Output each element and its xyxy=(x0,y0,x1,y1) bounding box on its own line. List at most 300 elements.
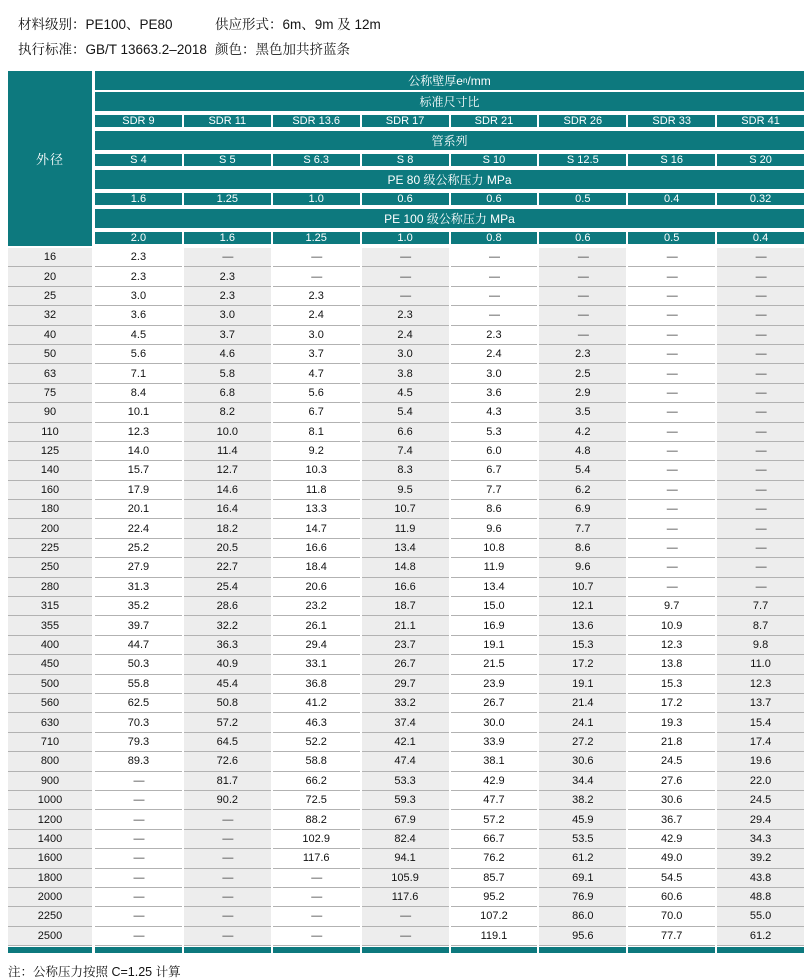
s-series-header-cell: S 5 xyxy=(184,154,271,166)
table-cell: 45.4 xyxy=(184,675,271,694)
outer-diameter-cell: 16 xyxy=(8,248,92,267)
table-cell: 2.3 xyxy=(184,287,271,306)
bottom-bar-segment xyxy=(184,947,271,953)
pe80-pressure-cell: 1.6 xyxy=(95,193,182,205)
table-cell: 46.3 xyxy=(273,713,360,732)
table-cell: — xyxy=(717,287,804,306)
table-cell: — xyxy=(628,442,715,461)
table-cell: 14.8 xyxy=(362,558,449,577)
material-grade-text: 材料级别：PE100、PE80 xyxy=(18,16,173,32)
table-row xyxy=(8,384,804,403)
table-cell: 70.0 xyxy=(628,907,715,926)
footnote: 注：公称压力按照 C=1.25 计算 xyxy=(8,965,181,980)
table-row xyxy=(8,830,804,849)
table-cell: — xyxy=(362,267,449,286)
table-cell: 36.7 xyxy=(628,810,715,829)
pe100-pressure-cell: 0.8 xyxy=(451,232,538,244)
table-row-values xyxy=(95,519,804,538)
table-cell: 23.7 xyxy=(362,636,449,655)
sdr-header-cell: SDR 33 xyxy=(628,115,715,127)
table-cell: 5.3 xyxy=(451,423,538,442)
table-cell: — xyxy=(628,384,715,403)
table-cell: — xyxy=(628,403,715,422)
table-bottom-bar xyxy=(8,947,804,953)
table-row-values xyxy=(95,403,804,422)
table-cell: 29.7 xyxy=(362,675,449,694)
table-cell: — xyxy=(717,539,804,558)
table-row xyxy=(8,442,804,461)
table-cell: — xyxy=(451,287,538,306)
table-cell: 67.9 xyxy=(362,810,449,829)
table-row xyxy=(8,752,804,771)
table-cell: 5.8 xyxy=(184,364,271,383)
table-cell: 119.1 xyxy=(451,927,538,946)
table-cell: 15.7 xyxy=(95,461,182,480)
wall-thickness-prefix: 公称壁厚e xyxy=(408,74,463,88)
table-cell: 20.6 xyxy=(273,578,360,597)
table-cell: 3.7 xyxy=(273,345,360,364)
table-cell: 50.3 xyxy=(95,655,182,674)
table-cell: 64.5 xyxy=(184,733,271,752)
bottom-bar-segment xyxy=(628,947,715,953)
outer-diameter-cell: 1000 xyxy=(8,791,92,810)
pipe-series-title: 管系列 xyxy=(95,131,804,150)
table-cell: 13.3 xyxy=(273,500,360,519)
table-row xyxy=(8,772,804,791)
info-line-2 xyxy=(18,35,812,60)
table-cell: 15.3 xyxy=(628,675,715,694)
table-cell: 7.1 xyxy=(95,364,182,383)
pe100-pressure-values-row xyxy=(95,230,804,246)
table-cell: — xyxy=(717,442,804,461)
table-cell: 17.9 xyxy=(95,481,182,500)
table-row-values xyxy=(95,927,804,946)
table-row xyxy=(8,403,804,422)
pe80-pressure-cell: 0.6 xyxy=(362,193,449,205)
table-cell: 18.2 xyxy=(184,519,271,538)
table-cell: 107.2 xyxy=(451,907,538,926)
table-cell: 4.2 xyxy=(539,423,626,442)
table-cell: 6.8 xyxy=(184,384,271,403)
table-cell: — xyxy=(628,539,715,558)
table-cell: — xyxy=(539,326,626,345)
table-cell: 13.8 xyxy=(628,655,715,674)
table-cell: 89.3 xyxy=(95,752,182,771)
table-cell: 2.3 xyxy=(362,306,449,325)
table-cell: 66.2 xyxy=(273,772,360,791)
table-cell: 8.2 xyxy=(184,403,271,422)
table-cell: 72.6 xyxy=(184,752,271,771)
table-cell: — xyxy=(273,869,360,888)
table-cell: 7.7 xyxy=(717,597,804,616)
table-cell: 9.6 xyxy=(539,558,626,577)
table-cell: 2.9 xyxy=(539,384,626,403)
table-cell: 52.2 xyxy=(273,733,360,752)
table-row xyxy=(8,791,804,810)
table-cell: — xyxy=(539,248,626,267)
table-cell: — xyxy=(539,267,626,286)
table-row xyxy=(8,907,804,926)
table-cell: 3.6 xyxy=(95,306,182,325)
table-cell: 9.2 xyxy=(273,442,360,461)
table-cell: 43.8 xyxy=(717,869,804,888)
table-cell: — xyxy=(95,927,182,946)
table-cell: — xyxy=(362,927,449,946)
table-cell: — xyxy=(628,519,715,538)
outer-diameter-cell: 20 xyxy=(8,267,92,286)
outer-diameter-cell: 280 xyxy=(8,578,92,597)
s-series-header-cell: S 4 xyxy=(95,154,182,166)
table-row-values xyxy=(95,558,804,577)
outer-diameter-cell: 630 xyxy=(8,713,92,732)
table-cell: 47.4 xyxy=(362,752,449,771)
table-row xyxy=(8,423,804,442)
outer-diameter-cell: 125 xyxy=(8,442,92,461)
table-row xyxy=(8,849,804,868)
table-cell: — xyxy=(184,849,271,868)
table-cell: — xyxy=(628,248,715,267)
outer-diameter-cell: 50 xyxy=(8,345,92,364)
table-row xyxy=(8,306,804,325)
table-cell: 26.7 xyxy=(362,655,449,674)
table-cell: 27.6 xyxy=(628,772,715,791)
s-series-header-cell: S 8 xyxy=(362,154,449,166)
outer-diameter-cell: 250 xyxy=(8,558,92,577)
table-row-values xyxy=(95,733,804,752)
table-cell: 10.3 xyxy=(273,461,360,480)
outer-diameter-cell: 200 xyxy=(8,519,92,538)
outer-diameter-cell: 2250 xyxy=(8,907,92,926)
pe80-pressure-values-row xyxy=(95,191,804,207)
table-row-values xyxy=(95,694,804,713)
table-cell: 12.3 xyxy=(95,423,182,442)
pe80-pressure-cell: 0.4 xyxy=(628,193,715,205)
table-cell: 33.9 xyxy=(451,733,538,752)
table-cell: — xyxy=(717,384,804,403)
table-cell: 42.1 xyxy=(362,733,449,752)
table-cell: 105.9 xyxy=(362,869,449,888)
s-series-header-row xyxy=(95,152,804,168)
table-cell: 8.7 xyxy=(717,616,804,635)
table-cell: 3.8 xyxy=(362,364,449,383)
table-cell: 8.1 xyxy=(273,423,360,442)
table-cell: 6.7 xyxy=(273,403,360,422)
table-row-values xyxy=(95,539,804,558)
table-cell: — xyxy=(95,830,182,849)
table-row xyxy=(8,927,804,946)
table-cell: — xyxy=(451,267,538,286)
table-cell: — xyxy=(717,461,804,480)
table-row xyxy=(8,287,804,306)
bottom-bar-segment xyxy=(273,947,360,953)
table-cell: 76.9 xyxy=(539,888,626,907)
table-cell: 45.9 xyxy=(539,810,626,829)
table-cell: 21.5 xyxy=(451,655,538,674)
table-cell: 12.3 xyxy=(628,636,715,655)
table-cell: 9.5 xyxy=(362,481,449,500)
table-cell: 76.2 xyxy=(451,849,538,868)
table-cell: 18.7 xyxy=(362,597,449,616)
table-cell: 3.0 xyxy=(273,326,360,345)
table-cell: 18.4 xyxy=(273,558,360,577)
table-cell: — xyxy=(451,306,538,325)
table-cell: 81.7 xyxy=(184,772,271,791)
table-row xyxy=(8,481,804,500)
table-cell: — xyxy=(184,927,271,946)
table-cell: 22.4 xyxy=(95,519,182,538)
table-cell: 5.6 xyxy=(95,345,182,364)
table-cell: 2.4 xyxy=(273,306,360,325)
table-cell: 72.5 xyxy=(273,791,360,810)
table-cell: 2.3 xyxy=(184,267,271,286)
table-cell: 26.1 xyxy=(273,616,360,635)
table-cell: 14.0 xyxy=(95,442,182,461)
table-cell: 25.4 xyxy=(184,578,271,597)
outer-diameter-header: 外径 xyxy=(8,71,92,246)
table-cell: 30.0 xyxy=(451,713,538,732)
table-cell: 24.5 xyxy=(717,791,804,810)
table-cell: — xyxy=(273,927,360,946)
table-cell: 37.4 xyxy=(362,713,449,732)
table-row xyxy=(8,655,804,674)
table-row-values xyxy=(95,597,804,616)
table-cell: 24.5 xyxy=(628,752,715,771)
wall-thickness-unit: /mm xyxy=(467,73,491,88)
table-cell: — xyxy=(628,461,715,480)
outer-diameter-cell: 400 xyxy=(8,636,92,655)
pe100-pressure-cell: 1.6 xyxy=(184,232,271,244)
table-row xyxy=(8,578,804,597)
standard-ratio-title: 标准尺寸比 xyxy=(95,92,804,111)
table-row-values xyxy=(95,461,804,480)
table-cell: 17.2 xyxy=(539,655,626,674)
table-cell: — xyxy=(273,267,360,286)
bottom-bar-segment xyxy=(451,947,538,953)
sdr-header-cell: SDR 13.6 xyxy=(273,115,360,127)
table-cell: — xyxy=(95,849,182,868)
table-cell: — xyxy=(717,558,804,577)
wall-thickness-subscript: n xyxy=(462,76,468,85)
table-cell: — xyxy=(628,500,715,519)
table-cell: 34.4 xyxy=(539,772,626,791)
table-cell: 2.3 xyxy=(95,248,182,267)
table-cell: 82.4 xyxy=(362,830,449,849)
table-cell: — xyxy=(95,888,182,907)
table-cell: — xyxy=(184,907,271,926)
table-cell: 6.9 xyxy=(539,500,626,519)
table-cell: — xyxy=(539,287,626,306)
table-cell: 15.0 xyxy=(451,597,538,616)
table-cell: 49.0 xyxy=(628,849,715,868)
outer-diameter-cell: 1800 xyxy=(8,869,92,888)
outer-diameter-cell: 450 xyxy=(8,655,92,674)
table-cell: 41.2 xyxy=(273,694,360,713)
table-cell: 117.6 xyxy=(362,888,449,907)
table-cell: 36.8 xyxy=(273,675,360,694)
table-cell: — xyxy=(184,830,271,849)
bottom-bar-segment xyxy=(717,947,804,953)
sdr-header-cell: SDR 21 xyxy=(451,115,538,127)
table-cell: 36.3 xyxy=(184,636,271,655)
table-row-values xyxy=(95,384,804,403)
table-row xyxy=(8,345,804,364)
table-cell: 13.4 xyxy=(362,539,449,558)
table-cell: 23.9 xyxy=(451,675,538,694)
outer-diameter-cell: 225 xyxy=(8,539,92,558)
outer-diameter-cell: 180 xyxy=(8,500,92,519)
table-cell: 13.6 xyxy=(539,616,626,635)
outer-diameter-cell: 315 xyxy=(8,597,92,616)
table-cell: — xyxy=(717,306,804,325)
table-cell: 77.7 xyxy=(628,927,715,946)
table-row xyxy=(8,326,804,345)
table-cell: — xyxy=(717,481,804,500)
table-cell: 5.4 xyxy=(362,403,449,422)
table-row xyxy=(8,597,804,616)
pe100-pressure-cell: 0.5 xyxy=(628,232,715,244)
table-row-values xyxy=(95,287,804,306)
table-cell: 61.2 xyxy=(717,927,804,946)
table-cell: 20.5 xyxy=(184,539,271,558)
table-cell: — xyxy=(184,888,271,907)
table-cell: — xyxy=(95,907,182,926)
table-cell: 16.4 xyxy=(184,500,271,519)
table-cell: — xyxy=(717,578,804,597)
table-cell: 39.7 xyxy=(95,616,182,635)
table-cell: 7.7 xyxy=(451,481,538,500)
table-row xyxy=(8,500,804,519)
outer-diameter-cell: 560 xyxy=(8,694,92,713)
table-cell: 12.1 xyxy=(539,597,626,616)
table-cell: 11.0 xyxy=(717,655,804,674)
table-cell: 69.1 xyxy=(539,869,626,888)
pipe-spec-table xyxy=(8,71,804,953)
table-cell: 38.1 xyxy=(451,752,538,771)
s-series-header-cell: S 16 xyxy=(628,154,715,166)
table-row-values xyxy=(95,442,804,461)
table-cell: 11.8 xyxy=(273,481,360,500)
table-cell: 29.4 xyxy=(273,636,360,655)
table-row-values xyxy=(95,907,804,926)
pe80-pressure-cell: 0.6 xyxy=(451,193,538,205)
supply-form-text: 供应形式：6m、9m 及 12m xyxy=(215,16,381,32)
s-series-header-cell: S 10 xyxy=(451,154,538,166)
table-cell: — xyxy=(717,364,804,383)
outer-diameter-cell: 40 xyxy=(8,326,92,345)
table-body xyxy=(8,248,804,946)
outer-diameter-cell: 1600 xyxy=(8,849,92,868)
table-cell: 20.1 xyxy=(95,500,182,519)
outer-diameter-cell: 500 xyxy=(8,675,92,694)
table-cell: — xyxy=(717,403,804,422)
table-cell: — xyxy=(717,500,804,519)
outer-diameter-cell: 2000 xyxy=(8,888,92,907)
table-cell: 31.3 xyxy=(95,578,182,597)
table-row xyxy=(8,810,804,829)
table-cell: — xyxy=(273,248,360,267)
table-cell: — xyxy=(717,423,804,442)
table-cell: 8.6 xyxy=(451,500,538,519)
table-row xyxy=(8,558,804,577)
pe80-pressure-cell: 1.0 xyxy=(273,193,360,205)
table-cell: 2.3 xyxy=(95,267,182,286)
outer-diameter-cell: 800 xyxy=(8,752,92,771)
pe80-pressure-cell: 0.5 xyxy=(539,193,626,205)
table-cell: — xyxy=(451,248,538,267)
sdr-header-cell: SDR 41 xyxy=(717,115,804,127)
table-cell: 30.6 xyxy=(628,791,715,810)
table-cell: 5.4 xyxy=(539,461,626,480)
table-cell: 6.0 xyxy=(451,442,538,461)
table-cell: 53.5 xyxy=(539,830,626,849)
table-cell: 40.9 xyxy=(184,655,271,674)
table-cell: 21.8 xyxy=(628,733,715,752)
table-cell: 10.8 xyxy=(451,539,538,558)
table-cell: 16.9 xyxy=(451,616,538,635)
table-row-values xyxy=(95,675,804,694)
table-cell: 55.8 xyxy=(95,675,182,694)
table-cell: 11.9 xyxy=(362,519,449,538)
table-cell: — xyxy=(717,519,804,538)
table-cell: 48.8 xyxy=(717,888,804,907)
table-row xyxy=(8,675,804,694)
table-cell: 14.6 xyxy=(184,481,271,500)
table-cell: — xyxy=(184,248,271,267)
table-cell: 19.3 xyxy=(628,713,715,732)
table-cell: 2.4 xyxy=(451,345,538,364)
table-cell: 85.7 xyxy=(451,869,538,888)
s-series-header-cell: S 6.3 xyxy=(273,154,360,166)
table-cell: 17.4 xyxy=(717,733,804,752)
s-series-header-cell: S 12.5 xyxy=(539,154,626,166)
table-row-values xyxy=(95,616,804,635)
bottom-bar-od-segment xyxy=(8,947,92,953)
table-cell: 3.0 xyxy=(184,306,271,325)
table-cell: — xyxy=(95,810,182,829)
table-cell: 21.4 xyxy=(539,694,626,713)
table-row-values xyxy=(95,481,804,500)
table-cell: — xyxy=(184,869,271,888)
table-cell: 16.6 xyxy=(362,578,449,597)
s-series-header-cell: S 20 xyxy=(717,154,804,166)
table-cell: — xyxy=(717,326,804,345)
outer-diameter-cell: 63 xyxy=(8,364,92,383)
table-cell: 44.7 xyxy=(95,636,182,655)
pe100-pressure-title: PE 100 级公称压力 MPa xyxy=(95,209,804,228)
table-cell: 15.4 xyxy=(717,713,804,732)
table-cell: 34.3 xyxy=(717,830,804,849)
pe80-pressure-cell: 0.32 xyxy=(717,193,804,205)
table-row-values xyxy=(95,713,804,732)
table-row-values xyxy=(95,267,804,286)
outer-diameter-cell: 1400 xyxy=(8,830,92,849)
table-row-values xyxy=(95,869,804,888)
sdr-header-cell: SDR 9 xyxy=(95,115,182,127)
table-cell: — xyxy=(273,907,360,926)
table-row-values xyxy=(95,772,804,791)
table-cell: — xyxy=(717,345,804,364)
table-cell: 21.1 xyxy=(362,616,449,635)
table-cell: 62.5 xyxy=(95,694,182,713)
table-cell: 60.6 xyxy=(628,888,715,907)
table-cell: 25.2 xyxy=(95,539,182,558)
table-cell: 8.4 xyxy=(95,384,182,403)
table-cell: 22.0 xyxy=(717,772,804,791)
table-cell: 3.6 xyxy=(451,384,538,403)
header-rows xyxy=(95,71,804,246)
table-row-values xyxy=(95,655,804,674)
table-cell: 10.7 xyxy=(539,578,626,597)
